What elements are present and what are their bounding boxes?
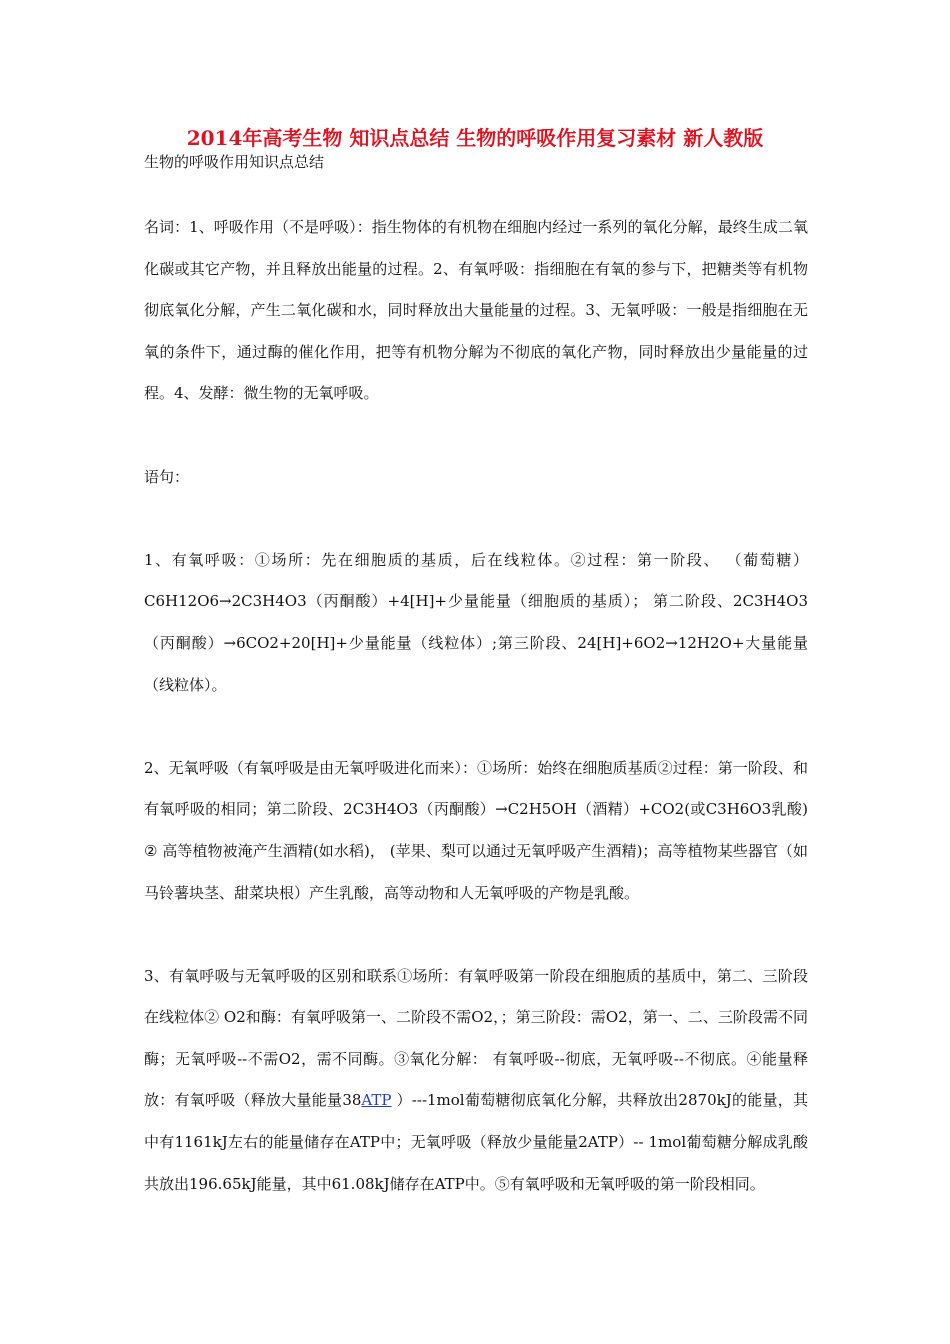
paragraph-differences-text-after: ）---1mol葡萄糖彻底氧化分解，共释放出2870kJ的能量，其中有1161kJ左右的能量储存在ATP中；无氧呼吸（释放少量能量2ATP）-- 1mol葡萄糖分解成乳酸共放出196.65kJ能量，其中61.08kJ储存在ATP中。⑤有氧呼吸和无氧呼吸的第一阶段相同。 — [144, 1091, 808, 1193]
document-subtitle: 生物的呼吸作用知识点总结 — [144, 153, 325, 171]
paragraph-differences — [144, 956, 808, 1206]
atp-link[interactable]: ATP — [361, 1091, 392, 1110]
paragraph-anaerobic-respiration: 2、无氧呼吸（有氧呼吸是由无氧呼吸进化而来）：①场所：始终在细胞质基质②过程：第一阶段、和有氧呼吸的相同；第二阶段、2C3H4O3（丙酮酸）→C2H5OH（酒精）+CO2(或C3H6O3乳酸) ② 高等植物被淹产生酒精(如水稻)， (苹果、梨可以通过无氧呼吸产生酒精)；高等植物某些器官（如马铃薯块茎、甜菜块根）产生乳酸，高等动物和人无氧呼吸的产物是乳酸。 — [144, 758, 808, 902]
document-title: 2014年高考生物 知识点总结 生物的呼吸作用复习素材 新人教版 — [186, 126, 764, 150]
paragraph-aerobic-respiration: 1、有氧呼吸：①场所：先在细胞质的基质，后在线粒体。②过程：第一阶段、 （葡萄糖）C6H12O6→2C3H4O3（丙酮酸）+4[H]+少量能量（细胞质的基质）； 第二阶段、2C3H4O3（丙酮酸）→6CO2+20[H]+少量能量（线粒体）;第三阶段、24[H]+6O2→12H2O+大量能量（线粒体）。 — [144, 550, 808, 694]
paragraph-statements-heading: 语句： — [144, 467, 190, 486]
document-body — [144, 207, 808, 1205]
paragraph-definitions: 名词：1、呼吸作用（不是呼吸）：指生物体的有机物在细胞内经过一系列的氧化分解，最终生成二氧化碳或其它产物，并且释放出能量的过程。2、有氧呼吸：指细胞在有氧的参与下，把糖类等有机物彻底氧化分解，产生二氧化碳和水，同时释放出大量能量的过程。3、无氧呼吸：一般是指细胞在无氧的条件下，通过酶的催化作用，把等有机物分解为不彻底的氧化产物，同时释放出少量能量的过程。4、发酵：微生物的无氧呼吸。 — [144, 218, 808, 403]
paragraph-differences-text-before: 3、有氧呼吸与无氧呼吸的区别和联系①场所：有氧呼吸第一阶段在细胞质的基质中，第二、三阶段在线粒体② O2和酶：有氧呼吸第一、二阶段不需O2，；第三阶段：需O2，第一、二、三阶段需不同酶；无氧呼吸--不需O2，需不同酶。③氧化分解： 有氧呼吸--彻底，无氧呼吸--不彻底。④能量释放：有氧呼吸（释放大量能量38 — [144, 966, 808, 1110]
